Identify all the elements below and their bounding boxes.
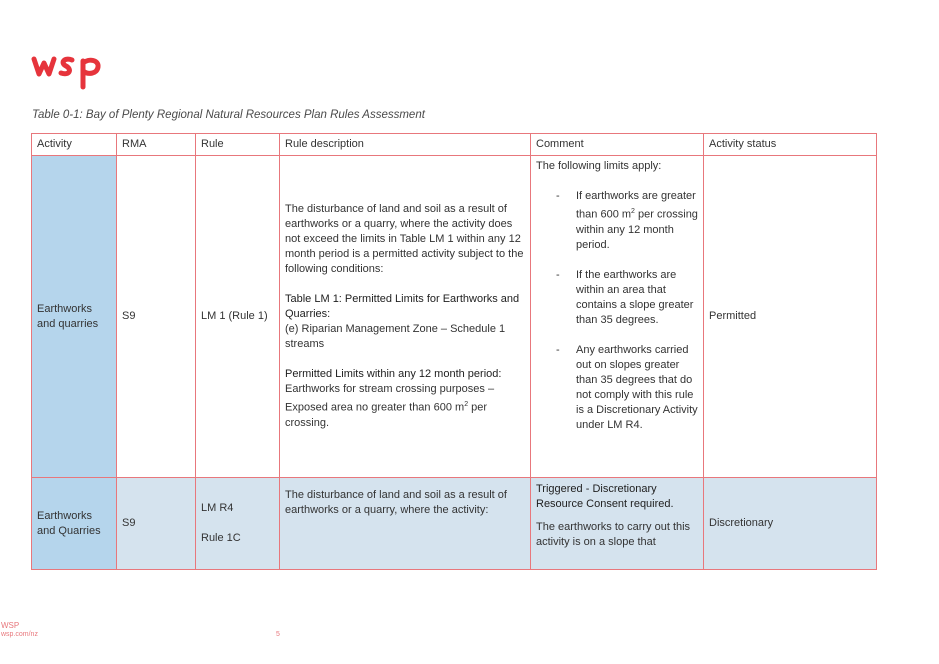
header-rule: Rule [196, 134, 280, 156]
rma-cell: S9 [117, 156, 196, 478]
bullet-text: Any earthworks carried out on slopes greater than 35 degrees that do not comply with this rule is a Discretionary Activity under LM R4. [576, 343, 698, 431]
activity-status-cell: Permitted [704, 156, 877, 478]
rule-cell [196, 478, 280, 570]
description-limits-tail: per crossing. [285, 401, 488, 429]
description-limits-text: Earthworks for stream crossing purposes – Exposed area no greater than 600 m [285, 383, 495, 414]
comment-text: The earthworks to carry out this activity is on a slope that [536, 521, 691, 548]
description-table-heading: Table LM 1: Permitted Limits for Earthworks and Quarries: [285, 293, 520, 321]
comment-cell [531, 478, 704, 570]
description-intro: The disturbance of land and soil as a result of earthworks or a quarry, where the activity does not exceed the limits in Table LM 1 within any 12 month period is a permitted activity subject to the following conditions: [285, 203, 524, 276]
table-caption: Table 0-1: Bay of Plenty Regional Natural Resources Plan Rules Assessment [32, 109, 425, 121]
activity-status-cell: Discretionary [704, 478, 877, 570]
table-row [32, 156, 877, 478]
description-limits-sup: 2 [464, 401, 469, 409]
activity-cell: Earthworks and Quarries [32, 478, 117, 570]
description-limits [285, 382, 525, 431]
list-item [536, 189, 698, 253]
bullet-dash: - [556, 190, 560, 202]
comment-bullet-list [536, 189, 698, 433]
bullet-text: If the earthworks are within an area that contains a slope greater than 35 degrees. [576, 268, 694, 326]
page-number: 5 [276, 631, 280, 638]
header-activity: Activity [32, 134, 117, 156]
footer-url: wsp.com/nz [1, 631, 38, 638]
header-activity-status: Activity status [704, 134, 877, 156]
table-header-row [32, 134, 877, 156]
list-item [536, 343, 698, 433]
header-rma: RMA [117, 134, 196, 156]
bullet-tail: per crossing within any 12 month period. [576, 208, 698, 251]
rule-description-cell: The disturbance of land and soil as a result of earthworks or a quarry, where the activity: [280, 478, 531, 570]
rules-assessment-table [31, 133, 877, 570]
bullet-text: If earthworks are greater than 600 m [576, 190, 696, 221]
rule-line-1: LM R4 [201, 502, 234, 514]
header-comment: Comment [531, 134, 704, 156]
list-item [536, 268, 698, 328]
rule-cell: LM 1 (Rule 1) [196, 156, 280, 478]
header-rule-description: Rule description [280, 134, 531, 156]
bullet-sup: 2 [631, 208, 635, 215]
rma-cell: S9 [117, 478, 196, 570]
comment-intro: The following limits apply: [536, 160, 662, 172]
comment-heading: Triggered - Discretionary Resource Consent required. [536, 483, 674, 510]
bullet-dash: - [556, 343, 560, 356]
comment-cell [531, 156, 704, 478]
wsp-logo [31, 54, 103, 90]
description-limits-heading: Permitted Limits within any 12 month period: [285, 368, 502, 381]
rule-line-2: Rule 1C [201, 532, 241, 544]
description-table-item: (e) Riparian Management Zone – Schedule 1 streams [285, 323, 506, 351]
table-row [32, 478, 877, 570]
bullet-dash: - [556, 268, 560, 281]
rule-description-cell [280, 156, 531, 478]
footer-company: WSP [1, 621, 20, 630]
activity-cell: Earthworks and quarries [32, 156, 117, 478]
